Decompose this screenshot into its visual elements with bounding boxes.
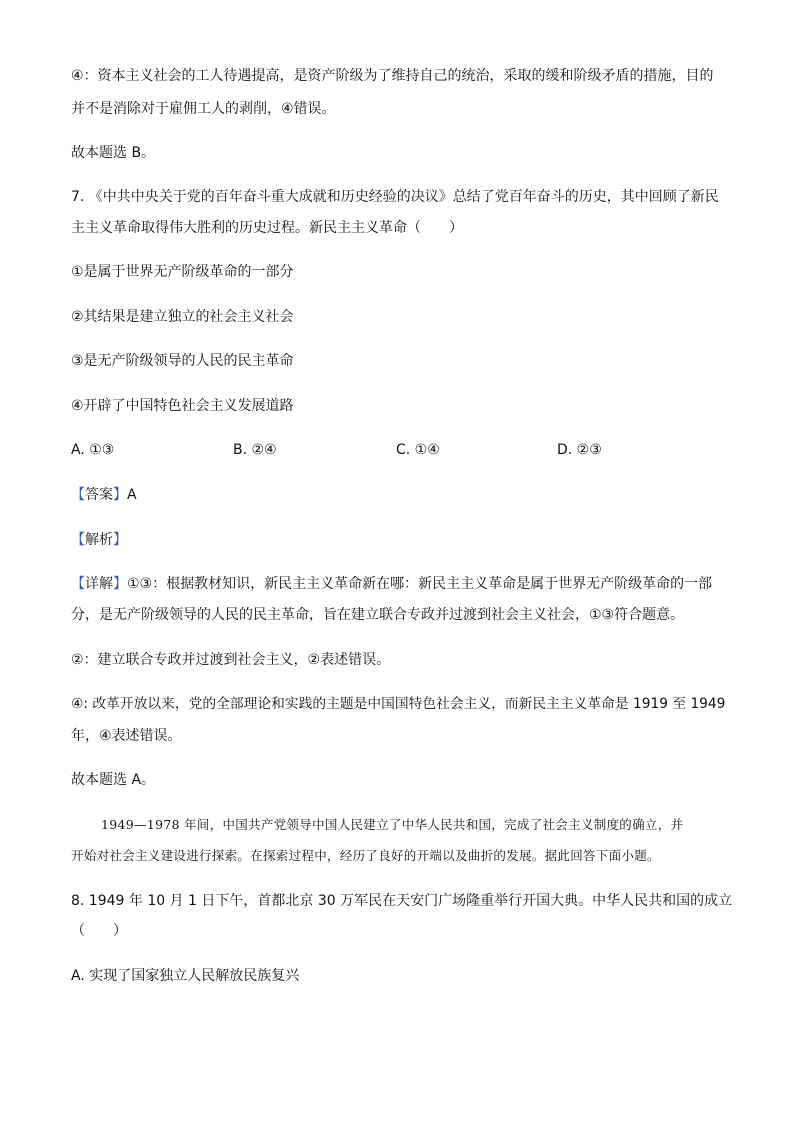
passage-line1: 1949—1978 年间，中国共产党领导中国人民建立了中华人民共和国，完成了社会主义制度的确立，并	[101, 817, 684, 832]
analysis-tag: 解析	[85, 532, 113, 548]
detail-tag-open: 【	[71, 576, 85, 592]
detail-point-4-line1: ④: 改革开放以来，党的全部理论和实践的主题是中国国特色社会主义，而新民主主义革命是 1919 至 1949	[71, 696, 726, 712]
analysis-tag-close: 】	[113, 532, 127, 548]
analysis-heading	[71, 530, 127, 550]
conclusion-q6: 故本题选 B。	[71, 145, 156, 161]
statement-2: ②其结果是建立独立的社会主义社会	[71, 309, 294, 325]
statement-3: ③是无产阶级领导的人民的民主革命	[71, 353, 294, 369]
detail-tag-close: 】	[113, 576, 127, 592]
analysis-point-4-line2: 并不是消除对于雇佣工人的剥削，④错误。	[71, 101, 336, 117]
answer-tag: 答案	[85, 487, 113, 503]
question-7-stem-line1: 7. 《中共中央关于党的百年奋斗重大成就和历史经验的决议》总结了党百年奋斗的历史，其中回顾了新民	[71, 189, 719, 205]
option-a: A. ①③	[71, 442, 115, 458]
answer-tag-open: 【	[71, 487, 85, 503]
statement-1: ①是属于世界无产阶级革命的一部分	[71, 264, 294, 280]
question-7-stem-line2: 主主义革命取得伟大胜利的历史过程。新民主主义革命（ ）	[71, 220, 463, 236]
detail-tag: 详解	[85, 576, 113, 592]
statement-4: ④开辟了中国特色社会主义发展道路	[71, 398, 294, 414]
conclusion-q7: 故本题选 A。	[71, 772, 156, 788]
option-b: B. ②④	[233, 442, 277, 458]
answer-value: A	[127, 487, 137, 503]
detail-line1	[71, 574, 712, 594]
passage-line2: 开始对社会主义建设进行探索。在探索过程中，经历了良好的开端以及曲折的发展。据此回答下面小题。	[71, 848, 660, 863]
detail-point-4-line2: 年，④表述错误。	[71, 728, 182, 744]
question-8-stem-line2: （ ）	[71, 923, 127, 939]
question-8-option-a: A. 实现了国家独立人民解放民族复兴	[71, 968, 300, 984]
analysis-point-4-line1: ④：资本主义社会的工人待遇提高，是资产阶级为了维持自己的统治，采取的缓和阶级矛盾的措施，目的	[71, 68, 714, 84]
option-c: C. ①④	[396, 442, 440, 458]
detail-body: ①③：根据教材知识，新民主主义革命新在哪：新民主主义革命是属于世界无产阶级革命的一部	[127, 576, 713, 592]
option-d: D. ②③	[557, 442, 602, 458]
answer-line	[71, 485, 137, 505]
detail-line2: 分，是无产阶级领导的人民的民主革命，旨在建立联合专政并过渡到社会主义社会，①③符合题意。	[71, 607, 685, 623]
question-8-stem-line1: 8. 1949 年 10 月 1 日下午，首都北京 30 万军民在天安门广场隆重举行开国大典。中华人民共和国的成立	[71, 893, 733, 909]
detail-point-2: ②：建立联合专政并过渡到社会主义，②表述错误。	[71, 652, 391, 668]
answer-tag-close: 】	[113, 487, 127, 503]
analysis-tag-open: 【	[71, 532, 85, 548]
